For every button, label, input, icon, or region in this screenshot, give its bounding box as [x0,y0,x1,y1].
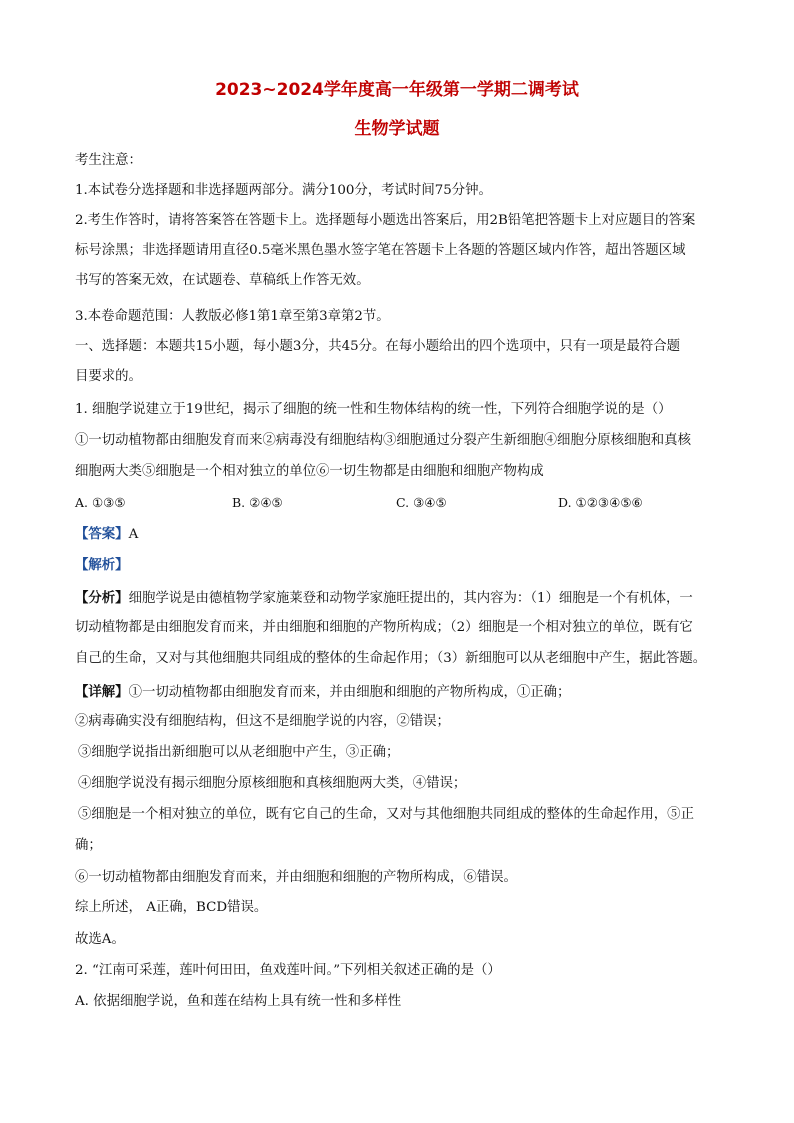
conclusion-line: 故选A。 [75,932,125,947]
notice-item-1: 1.本试卷分选择题和非选择题两部分。满分100分，考试时间75分钟。 [75,183,492,198]
xiangjie-line-2: ②病毒确实没有细胞结构，但这不是细胞学说的内容，②错误； [75,714,450,729]
answer-tag: 【答案】 [75,526,129,542]
fenxi-tag: 【分析】 [75,590,129,606]
xiangjie-line-4: ④细胞学说没有揭示细胞分原核细胞和真核细胞两大类，④错误； [78,776,467,791]
section-heading-line-2: 目要求的。 [75,369,142,384]
question-1-option-a: A. ①③⑤ [75,495,126,510]
notice-item-2-line-1: 2.考生作答时，请将答案答在答题卡上。选择题每小题选出答案后，用2B铅笔把答题卡上对应题目的答案 [75,213,696,228]
notice-item-2-line-3: 书写的答案无效，在试题卷、草稿纸上作答无效。 [75,273,370,288]
question-1-option-c: C. ③④⑤ [396,495,447,510]
question-1-option-b: B. ②④⑤ [232,495,283,510]
fenxi-line-2: 切动植物都是由细胞发育而来，并由细胞和细胞的产物所构成；（2）细胞是一个相对独立的单位，既有它 [75,620,693,635]
xiangjie-tag: 【详解】 [75,684,129,700]
notice-heading: 考生注意： [75,153,142,168]
fenxi-text-1: 细胞学说是由德植物学家施莱登和动物学家施旺提出的，其内容为：（1）细胞是一个有机体，一 [128,591,693,606]
question-2-stem: 2. “江南可采莲，莲叶何田田，鱼戏莲叶间。”下列相关叙述正确的是（） [75,963,501,978]
xiangjie-line-1 [75,683,570,702]
fenxi-line-3: 自己的生命，又对与其他细胞共同组成的整体的生命起作用；（3）新细胞可以从老细胞中产生，据此答题。 [75,651,707,666]
xiangjie-line-5: ⑤细胞是一个相对独立的单位，既有它自己的生命，又对与其他细胞共同组成的整体的生命起作用，⑤正 [78,807,694,822]
xiangjie-text-1: ①一切动植物都由细胞发育而来，并由细胞和细胞的产物所构成，①正确； [128,685,571,700]
question-1-statements-line-2: 细胞两大类⑤细胞是一个相对独立的单位⑥一切生物都是由细胞和细胞产物构成 [75,464,544,479]
question-1-option-d: D. ①②③④⑤⑥ [558,495,643,510]
answer-line [75,525,138,544]
exam-subtitle: 生物学试题 [354,119,440,139]
section-heading-line-1: 一、选择题：本题共15小题，每小题3分，共45分。在每小题给出的四个选项中，只有一项是最符合题 [75,339,681,354]
fenxi-line-1 [75,589,693,608]
analysis-tag: 【解析】 [75,557,129,573]
question-1-statements-line-1: ①一切动植物都由细胞发育而来②病毒没有细胞结构③细胞通过分裂产生新细胞④细胞分原核细胞和真核 [75,433,691,448]
summary-line: 综上所述， A正确，BCD错误。 [75,900,268,915]
notice-item-2-line-2: 标号涂黑；非选择题请用直径0.5毫米黑色墨水签字笔在答题卡上各题的答题区域内作答，超出答题区域 [75,243,686,258]
xiangjie-line-6: ⑥一切动植物都由细胞发育而来，并由细胞和细胞的产物所构成，⑥错误。 [75,870,517,885]
xiangjie-line-3: ③细胞学说指出新细胞可以从老细胞中产生，③正确； [78,745,400,760]
exam-title: 2023~2024学年度高一年级第一学期二调考试 [215,80,579,100]
xiangjie-line-5-cont: 确； [75,838,102,853]
analysis-line [75,556,129,575]
answer-value: A [128,527,139,542]
question-1-stem: 1. 细胞学说建立于19世纪，揭示了细胞的统一性和生物体结构的统一性，下列符合细胞学说的是（） [75,402,672,417]
question-2-option-a: A. 依据细胞学说，鱼和莲在结构上具有统一性和多样性 [75,994,402,1009]
notice-item-3: 3.本卷命题范围：人教版必修1第1章至第3章第2节。 [75,309,390,324]
